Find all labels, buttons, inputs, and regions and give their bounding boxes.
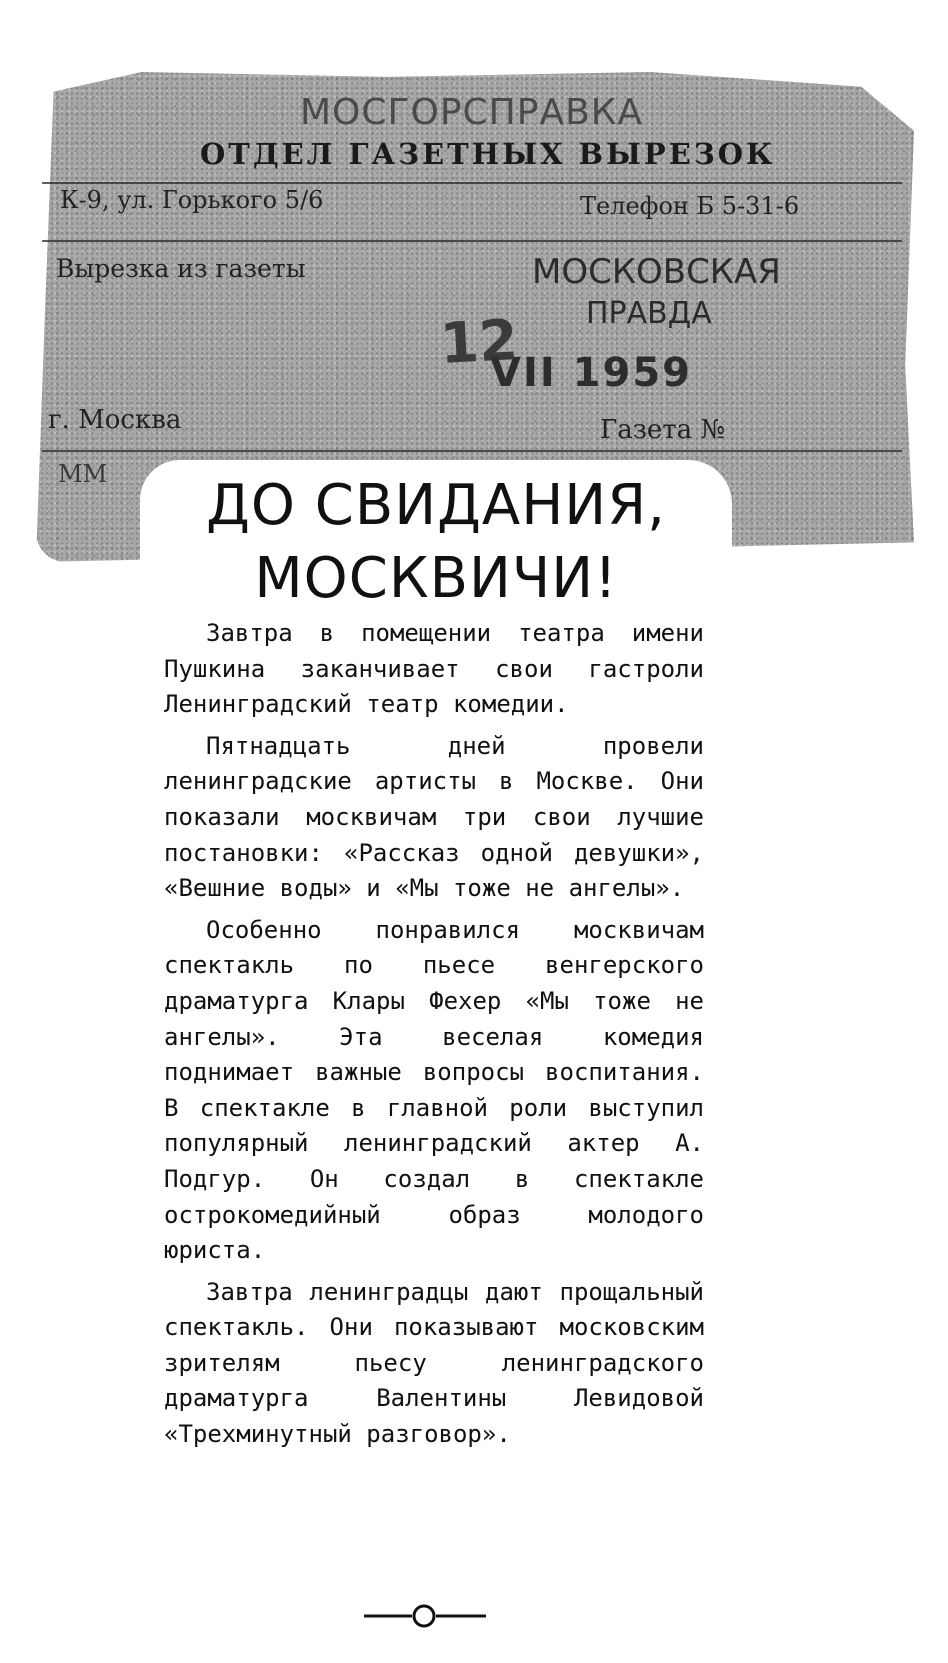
stamp-code: ММ [58, 460, 108, 488]
header-rule-2 [42, 240, 902, 242]
phone-number: Телефон Б 5-31-6 [580, 192, 800, 220]
address: К-9, ул. Горького 5/6 [60, 186, 324, 214]
header-rule-3 [42, 450, 902, 452]
article-paragraph: Пятнадцать дней провели ленинградские артисты в Москве. Они показали москвичам три свои лучшие постановки: «Рассказ одной девушки», «Вешние воды» и «Мы тоже не ангелы». [164, 731, 704, 903]
issue-number-label: Газета № [600, 415, 726, 445]
article-paragraph: Завтра в помещении театра имени Пушкина заканчивает свои гастроли Ленинградский театр комедии. [164, 619, 704, 719]
city-label: г. Москва [48, 405, 182, 435]
header-rule-1 [42, 182, 902, 184]
article-body [164, 616, 704, 1459]
clip-source-label: Вырезка из газеты [56, 254, 306, 283]
department-name: ОТДЕЛ ГАЗЕТНЫХ ВЫРЕЗОК [200, 137, 776, 171]
newspaper-name-line1: МОСКОВСКАЯ [532, 252, 781, 292]
article-paragraph: Завтра ленинградцы дают прощальный спектакль. Они показывают московским зрителям пьесу ленинградского драматурга Валентины Левидовой «Трехминутный разговор». [164, 1277, 704, 1449]
article-paragraph: Особенно понравился москвичам спектакль по пьесе венгерского драматурга Клары Фехер «Мы тоже не ангелы». Эта веселая комедия поднимает важные вопросы воспитания. В спектакле в главной роли выступил популярный ленинградский актер А. Подгур. Он создал в спектакле острокомедийный образ молодого юриста. [164, 915, 704, 1265]
agency-name: МОСГОРСПРАВКА [300, 92, 643, 133]
date-stamp-day: 12 [438, 308, 520, 377]
headline-line-1: ДО СВИДАНИЯ, [206, 473, 666, 538]
headline-line-2: МОСКВИЧИ! [254, 546, 618, 611]
date-stamp: VII 1959 [490, 350, 692, 396]
end-of-article-ornament [360, 1600, 490, 1630]
newspaper-name-line2: ПРАВДА [586, 296, 712, 331]
